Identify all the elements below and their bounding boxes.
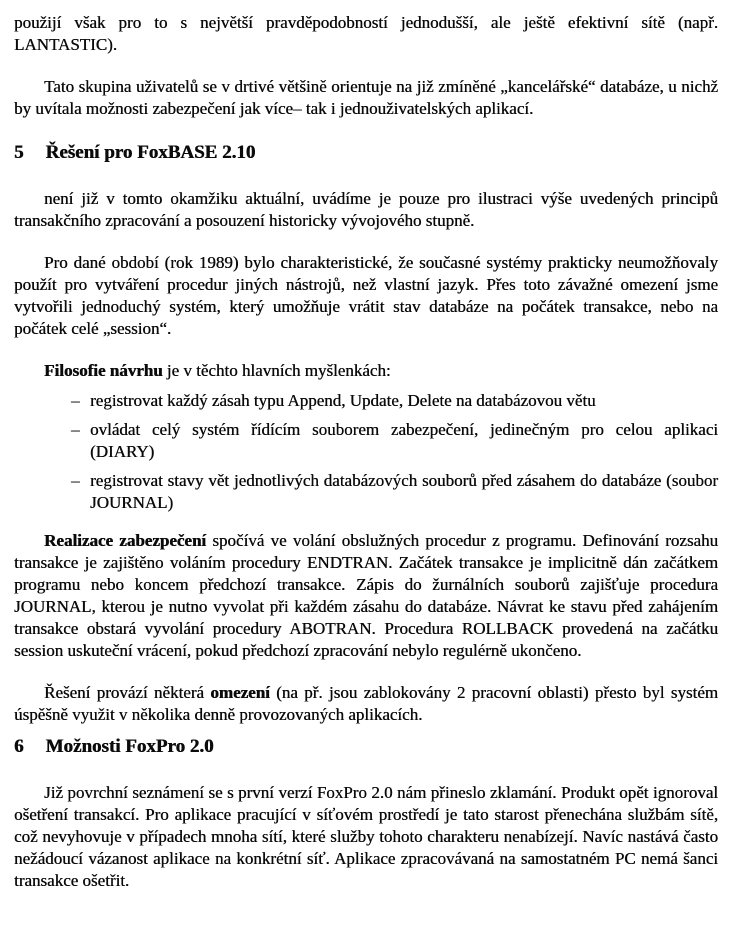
bullet-text: registrovat stavy vět jednotlivých databázových souborů před zásahem do databáze (soubor JOURNAL) bbox=[90, 471, 718, 512]
section-title: Řešení pro FoxBASE 2.10 bbox=[45, 142, 256, 163]
list-item bbox=[71, 470, 718, 514]
paragraph: Tato skupina uživatelů se v drtivé většině orientuje na již zmíněné „kancelářské“ databáze, u nichž by uvítala možnosti zabezpečení jak více– tak i jednouživatelských aplikací. bbox=[14, 77, 718, 118]
bold-word: omezení bbox=[210, 683, 270, 702]
bold-lead: Filosofie návrhu bbox=[44, 361, 163, 380]
paragraph: není již v tomto okamžiku aktuální, uvádíme je pouze pro ilustraci výše uvedených principů transakčního zpracování a posouzení historicky vývojového stupně. bbox=[14, 189, 718, 230]
section-heading-5 bbox=[14, 140, 718, 166]
paragraph-text: je v těchto hlavních myšlenkách: bbox=[162, 361, 391, 380]
paragraph-text: Řešení provází některá bbox=[44, 683, 211, 702]
bullet-text: registrovat každý zásah typu Append, Update, Delete na databázovou větu bbox=[90, 391, 596, 410]
bullet-list bbox=[14, 390, 718, 514]
paragraph bbox=[14, 530, 718, 662]
paragraph-list-intro bbox=[14, 360, 718, 382]
bullet-dash: – bbox=[71, 420, 80, 439]
paragraph: Pro dané období (rok 1989) bylo charakteristické, že současné systémy prakticky neumožňovaly použít pro vytváření procedur jiných nástrojů, než vlastní jazyk. Přes toto závažné omezení jsme vytvořili jednoduchý systém, který umožňuje vrátit stav databáze na počátek transakce, nebo na počátek celé „session“. bbox=[14, 253, 718, 338]
paragraph: Již povrchní seznámení se s první verzí FoxPro 2.0 nám přineslo zklamání. Produkt opět ignoroval ošetření transakcí. Pro aplikace pracující v síťovém prostředí je tato starost přenechána službám sítě, což nevyhovuje v případech mnoha sítí, které služby tohoto charakteru nenabízejí. Navíc nastává často nežádoucí vázanost aplikace na konkrétní síť. Aplikace zpracovávaná na samostatném PC nemá šanci transakce ošetřit. bbox=[14, 783, 718, 890]
section-title: Možnosti FoxPro 2.0 bbox=[45, 736, 214, 757]
section-number: 6 bbox=[14, 736, 24, 757]
paragraph bbox=[14, 682, 718, 726]
list-item bbox=[71, 419, 718, 463]
section-number: 5 bbox=[14, 142, 24, 163]
bullet-dash: – bbox=[71, 471, 80, 490]
list-item bbox=[71, 390, 718, 412]
section-heading-6 bbox=[14, 734, 718, 760]
bold-lead: Realizace zabezpečení bbox=[44, 531, 207, 550]
paragraph-continuation: použijí však pro to s největší pravděpodobností jednodušší, ale ještě efektivní sítě (např. LANTASTIC). bbox=[14, 13, 718, 54]
bullet-text: ovládat celý systém řídícím souborem zabezpečení, jedinečným pro celou aplikaci (DIARY) bbox=[90, 420, 718, 461]
bullet-dash: – bbox=[71, 391, 80, 410]
paragraph-text: (na př. jsou zablokovány 2 pracovní oblasti) přesto byl systém úspěšně využit v několika denně provozovaných aplikacích. bbox=[14, 683, 718, 724]
paragraph-text: spočívá ve volání obslužných procedur z programu. Definování rozsahu transakce je zajištěno voláním procedury ENDTRAN. Začátek transakce je implicitně dán začátkem programu nebo koncem předchozí transakce. Zápis do žurnálních souborů zajišťuje procedura JOURNAL, kterou je nutno vyvolat při každém zásahu do databáze. Návrat ke stavu před zahájením transakce obstará vyvolání procedury ABOTRAN. Procedura ROLLBACK provedená na začátku session uskuteční vrácení, pokud předchozí zpracování nebylo regulérně ukončeno. bbox=[14, 531, 719, 660]
